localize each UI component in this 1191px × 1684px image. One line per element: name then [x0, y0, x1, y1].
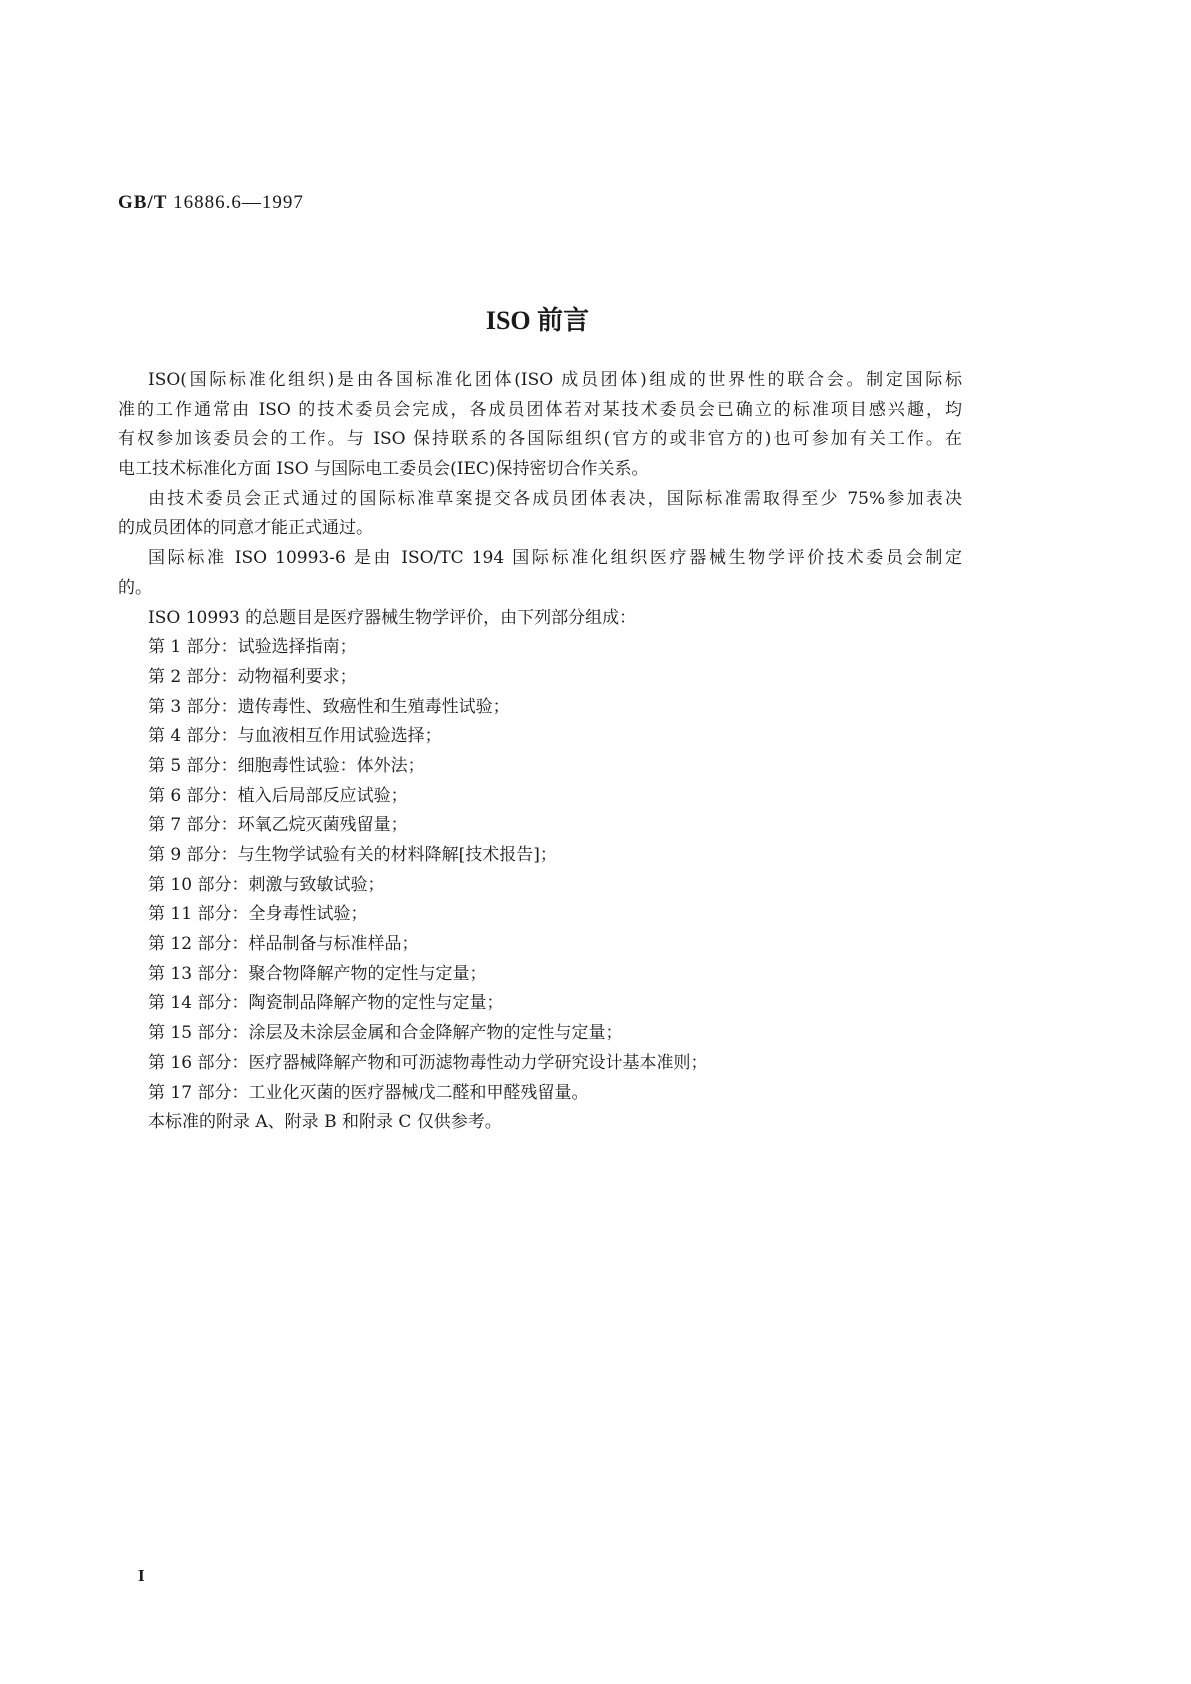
- text-line: 第 11 部分：全身毒性试验；: [148, 904, 368, 925]
- text-line: 国际标准 ISO 10993-6 是由 ISO/TC 194 国际标准化组织医疗器械生物学评价技术委员会制定: [148, 548, 962, 569]
- text-line: 第 3 部分：遗传毒性、致癌性和生殖毒性试验；: [148, 696, 510, 717]
- document-body: [118, 366, 962, 1138]
- text-line: 第 4 部分：与血液相互作用试验选择；: [148, 726, 442, 747]
- text-line: 第 15 部分：涂层及未涂层金属和合金降解产物的定性与定量；: [148, 1023, 623, 1044]
- text-line: ISO 10993 的总题目是医疗器械生物学评价，由下列部分组成：: [148, 607, 637, 628]
- text-line: 由技术委员会正式通过的国际标准草案提交各成员团体表决，国际标准需取得至少 75%参加表决: [148, 488, 962, 509]
- text-line: 第 16 部分：医疗器械降解产物和可沥滤物毒性动力学研究设计基本准则；: [148, 1052, 708, 1073]
- page-number: I: [138, 1566, 145, 1585]
- text-line: 有权参加该委员会的工作。与 ISO 保持联系的各国际组织(官方的或非官方的)也可参加有关工作。在: [118, 429, 962, 450]
- text-line: 第 13 部分：聚合物降解产物的定性与定量；: [148, 963, 487, 984]
- text-line: 电工技术标准化方面 ISO 与国际电工委员会(IEC)保持密切合作关系。: [118, 459, 649, 480]
- text-line: 第 7 部分：环氧乙烷灭菌残留量；: [148, 815, 408, 836]
- text-line: 准的工作通常由 ISO 的技术委员会完成，各成员团体若对某技术委员会已确立的标准项目感兴趣，均: [118, 399, 962, 420]
- text-line: 第 1 部分：试验选择指南；: [148, 637, 357, 658]
- page-title: ISO 前言: [485, 306, 590, 335]
- text-line: 第 10 部分：刺激与致敏试验；: [148, 874, 385, 895]
- text-line: 的成员团体的同意才能正式通过。: [118, 518, 373, 539]
- text-line: 第 17 部分：工业化灭菌的医疗器械戊二醛和甲醛残留量。: [148, 1082, 589, 1103]
- text-line: 第 9 部分：与生物学试验有关的材料降解[技术报告]；: [148, 845, 557, 865]
- text-line: ISO(国际标准化组织)是由各国标准化团体(ISO 成员团体)组成的世界性的联合会。制定国际标: [148, 370, 962, 390]
- standard-prefix: GB/T: [118, 192, 168, 213]
- text-line: 第 5 部分：细胞毒性试验：体外法；: [148, 755, 425, 776]
- text-line: 第 2 部分：动物福利要求；: [148, 666, 357, 687]
- text-line: 的。: [118, 577, 152, 598]
- text-line: 本标准的附录 A、附录 B 和附录 C 仅供参考。: [148, 1112, 502, 1133]
- text-line: 第 12 部分：样品制备与标准样品；: [148, 934, 419, 955]
- text-line: 第 14 部分：陶瓷制品降解产物的定性与定量；: [148, 993, 504, 1014]
- standard-number-header: [118, 192, 304, 214]
- standard-number: 16886.6—1997: [173, 192, 304, 213]
- text-line: 第 6 部分：植入后局部反应试验；: [148, 785, 408, 806]
